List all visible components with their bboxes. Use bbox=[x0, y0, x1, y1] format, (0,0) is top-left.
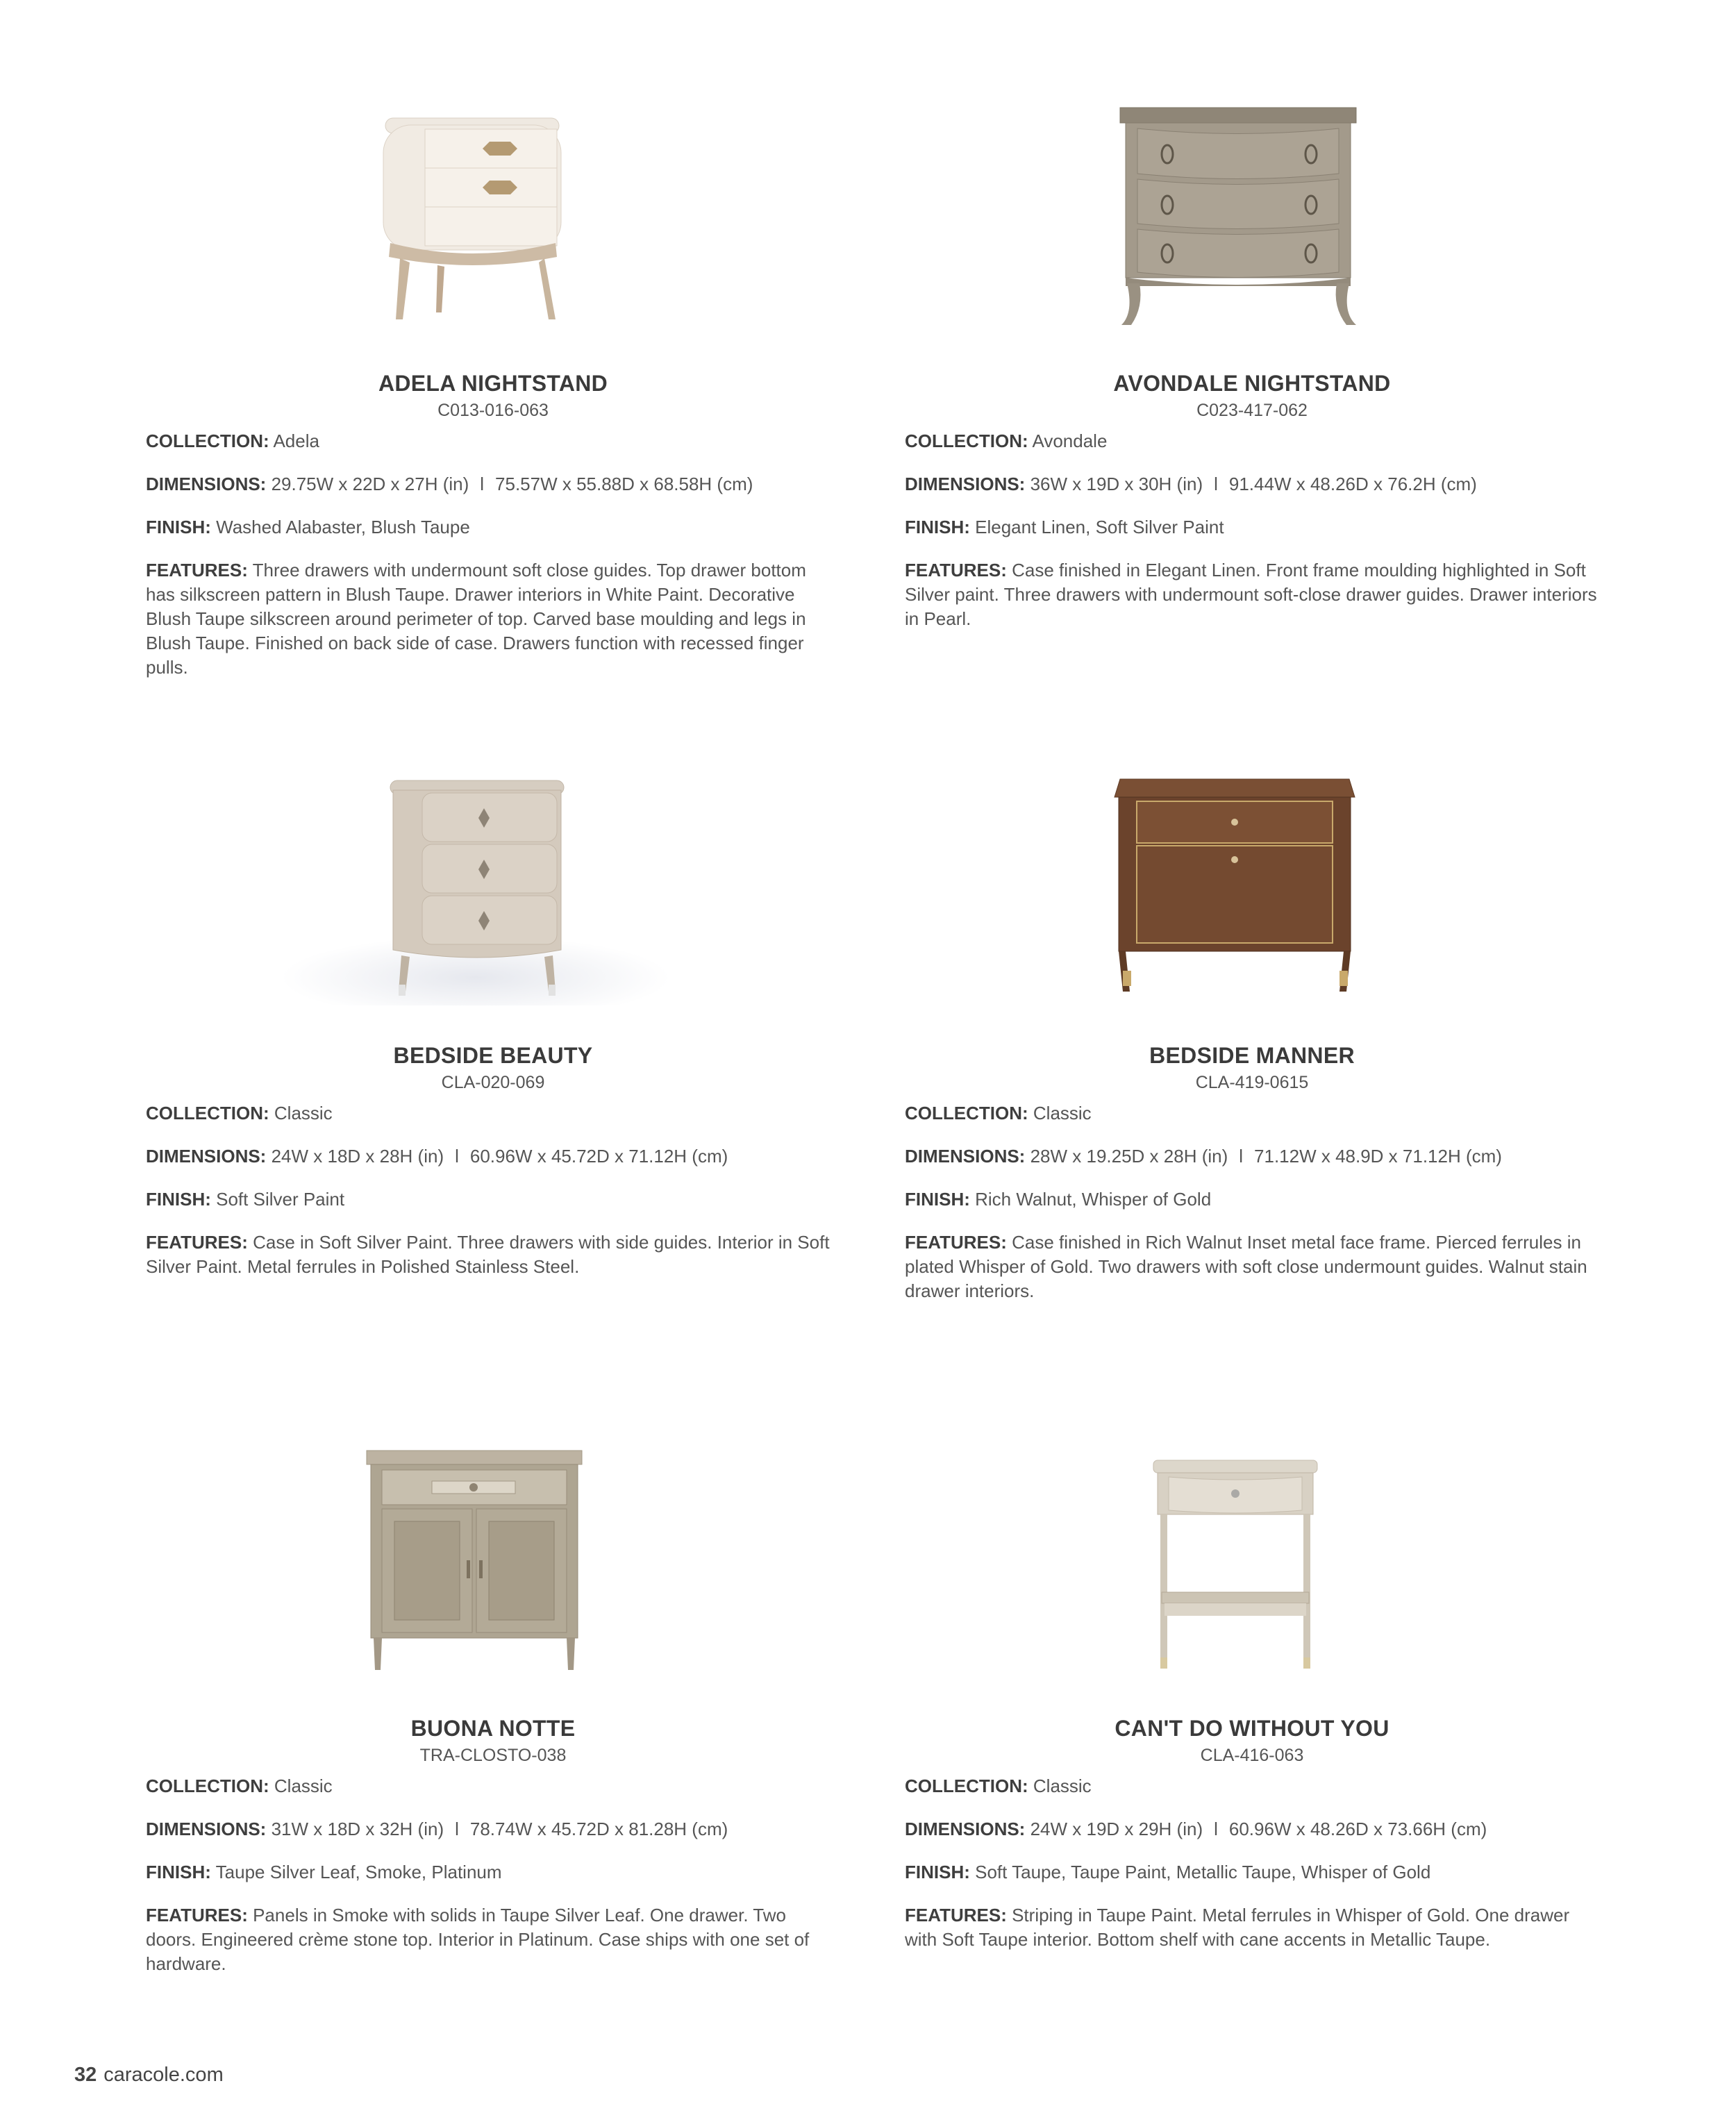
dimensions-label: DIMENSIONS: bbox=[905, 1146, 1026, 1167]
collection-label: COLLECTION: bbox=[905, 1103, 1028, 1123]
dimensions-separator: l bbox=[1214, 1819, 1218, 1839]
features-value: Three drawers with undermount soft close guides. Top drawer bottom has silkscreen pattern in Blush Taupe. Drawer interiors in White Paint. Decorative Blush Taupe silkscreen around perimeter of top. Carved base moulding and legs in Blush Taupe. Finished on back side of case. Drawers function with recessed finger pulls. bbox=[146, 560, 806, 678]
collection-label: COLLECTION: bbox=[146, 1103, 269, 1123]
finish-row bbox=[905, 1187, 1599, 1212]
dimensions-in: 24W x 19D x 29H (in) bbox=[1030, 1819, 1203, 1839]
product-photo bbox=[905, 104, 1599, 333]
bedside-beauty-illustration bbox=[146, 776, 840, 1005]
collection-value: Adela bbox=[273, 431, 319, 451]
collection-label: COLLECTION: bbox=[146, 1776, 269, 1796]
features-value: Panels in Smoke with solids in Taupe Silver Leaf. One drawer. Two doors. Engineered crème stone top. Interior in Platinum. Case ships with one set of hardware. bbox=[146, 1905, 810, 1974]
features-row bbox=[905, 1230, 1599, 1303]
features-row bbox=[146, 1230, 840, 1279]
dimensions-in: 24W x 18D x 28H (in) bbox=[271, 1146, 444, 1167]
features-label: FEATURES: bbox=[146, 1905, 248, 1925]
features-value: Case finished in Rich Walnut Inset metal face frame. Pierced ferrules in plated Whisper of Gold. Two drawers with soft close undermount guides. Walnut stain drawer interiors. bbox=[905, 1232, 1587, 1301]
finish-value: Taupe Silver Leaf, Smoke, Platinum bbox=[215, 1862, 502, 1882]
collection-row bbox=[146, 429, 840, 453]
dimensions-cm: 75.57W x 55.88D x 68.58H (cm) bbox=[495, 474, 753, 494]
page-number: 32 bbox=[74, 2064, 97, 2086]
finish-value: Soft Silver Paint bbox=[216, 1189, 345, 1210]
collection-value: Classic bbox=[1033, 1776, 1092, 1796]
product-name: BEDSIDE MANNER bbox=[1149, 1043, 1355, 1068]
product-card bbox=[905, 104, 1599, 631]
features-value: Case finished in Elegant Linen. Front frame moulding highlighted in Soft Silver paint. Three drawers with undermount soft-close drawer guides. Drawer interiors in Pearl. bbox=[905, 560, 1597, 629]
collection-label: COLLECTION: bbox=[905, 1776, 1028, 1796]
finish-row bbox=[146, 1187, 840, 1212]
site-url: caracole.com bbox=[103, 2064, 224, 2086]
dimensions-label: DIMENSIONS: bbox=[146, 1146, 267, 1167]
dimensions-in: 28W x 19.25D x 28H (in) bbox=[1030, 1146, 1228, 1167]
product-name: ADELA NIGHTSTAND bbox=[378, 371, 608, 396]
finish-label: FINISH: bbox=[905, 1189, 970, 1210]
dimensions-label: DIMENSIONS: bbox=[905, 474, 1026, 494]
cant-do-without-you-illustration bbox=[905, 1449, 1599, 1678]
product-sku: CLA-416-063 bbox=[1200, 1746, 1304, 1765]
features-row bbox=[146, 1903, 840, 1976]
product-card bbox=[146, 104, 840, 680]
finish-row bbox=[146, 515, 840, 540]
product-sku: C023-417-062 bbox=[1196, 401, 1308, 420]
features-value: Case in Soft Silver Paint. Three drawers with side guides. Interior in Soft Silver Paint. Metal ferrules in Polished Stainless Steel. bbox=[146, 1232, 830, 1277]
dimensions-separator: l bbox=[455, 1819, 459, 1839]
product-sku: CLA-020-069 bbox=[441, 1073, 545, 1092]
dimensions-separator: l bbox=[1239, 1146, 1244, 1167]
collection-row bbox=[146, 1101, 840, 1126]
product-name: BEDSIDE BEAUTY bbox=[393, 1043, 593, 1068]
collection-row bbox=[905, 1774, 1599, 1798]
finish-value: Washed Alabaster, Blush Taupe bbox=[216, 517, 470, 537]
product-name: CAN'T DO WITHOUT YOU bbox=[1115, 1716, 1389, 1741]
features-label: FEATURES: bbox=[146, 560, 248, 580]
dimensions-cm: 60.96W x 48.26D x 73.66H (cm) bbox=[1228, 1819, 1487, 1839]
product-card bbox=[905, 776, 1599, 1303]
collection-row bbox=[905, 1101, 1599, 1126]
features-label: FEATURES: bbox=[905, 1232, 1007, 1253]
product-name: AVONDALE NIGHTSTAND bbox=[1113, 371, 1391, 396]
features-label: FEATURES: bbox=[146, 1232, 248, 1253]
finish-row bbox=[905, 515, 1599, 540]
features-row bbox=[905, 1903, 1599, 1952]
collection-value: Classic bbox=[274, 1776, 333, 1796]
buona-notte-illustration bbox=[146, 1449, 840, 1678]
collection-value: Classic bbox=[274, 1103, 333, 1123]
adela-nightstand-illustration bbox=[146, 104, 840, 333]
dimensions-row bbox=[146, 1817, 840, 1841]
features-label: FEATURES: bbox=[905, 560, 1007, 580]
dimensions-row bbox=[905, 1144, 1599, 1169]
features-value: Striping in Taupe Paint. Metal ferrules in Whisper of Gold. One drawer with Soft Taupe interior. Bottom shelf with cane accents in Metallic Taupe. bbox=[905, 1905, 1570, 1950]
collection-label: COLLECTION: bbox=[905, 431, 1028, 451]
bedside-manner-illustration bbox=[905, 776, 1599, 1005]
dimensions-cm: 78.74W x 45.72D x 81.28H (cm) bbox=[469, 1819, 728, 1839]
avondale-nightstand-illustration bbox=[905, 104, 1599, 333]
finish-label: FINISH: bbox=[146, 517, 211, 537]
dimensions-row bbox=[905, 472, 1599, 496]
product-sku: TRA-CLOSTO-038 bbox=[419, 1746, 567, 1765]
finish-label: FINISH: bbox=[146, 1189, 211, 1210]
finish-label: FINISH: bbox=[146, 1862, 211, 1882]
dimensions-in: 36W x 19D x 30H (in) bbox=[1030, 474, 1203, 494]
collection-row bbox=[905, 429, 1599, 453]
features-label: FEATURES: bbox=[905, 1905, 1007, 1925]
dimensions-row bbox=[146, 1144, 840, 1169]
features-row bbox=[905, 558, 1599, 631]
dimensions-in: 31W x 18D x 32H (in) bbox=[271, 1819, 444, 1839]
finish-value: Elegant Linen, Soft Silver Paint bbox=[975, 517, 1224, 537]
product-sku: CLA-419-0615 bbox=[1195, 1073, 1309, 1092]
dimensions-label: DIMENSIONS: bbox=[146, 1819, 267, 1839]
product-photo bbox=[146, 1449, 840, 1678]
product-photo bbox=[146, 776, 840, 1005]
dimensions-cm: 91.44W x 48.26D x 76.2H (cm) bbox=[1228, 474, 1477, 494]
collection-value: Avondale bbox=[1032, 431, 1108, 451]
dimensions-row bbox=[905, 1817, 1599, 1841]
dimensions-row bbox=[146, 472, 840, 496]
finish-row bbox=[905, 1860, 1599, 1885]
dimensions-separator: l bbox=[1214, 474, 1218, 494]
collection-value: Classic bbox=[1033, 1103, 1092, 1123]
product-photo bbox=[905, 1449, 1599, 1678]
dimensions-cm: 60.96W x 45.72D x 71.12H (cm) bbox=[469, 1146, 728, 1167]
dimensions-separator: l bbox=[480, 474, 485, 494]
finish-label: FINISH: bbox=[905, 517, 970, 537]
finish-row bbox=[146, 1860, 840, 1885]
finish-value: Soft Taupe, Taupe Paint, Metallic Taupe, Whisper of Gold bbox=[975, 1862, 1431, 1882]
dimensions-label: DIMENSIONS: bbox=[905, 1819, 1026, 1839]
product-card bbox=[146, 776, 840, 1279]
dimensions-label: DIMENSIONS: bbox=[146, 474, 267, 494]
product-card bbox=[146, 1449, 840, 1976]
page-footer bbox=[74, 2064, 224, 2087]
product-sku: C013-016-063 bbox=[437, 401, 549, 420]
dimensions-in: 29.75W x 22D x 27H (in) bbox=[271, 474, 469, 494]
dimensions-cm: 71.12W x 48.9D x 71.12H (cm) bbox=[1254, 1146, 1502, 1167]
finish-label: FINISH: bbox=[905, 1862, 970, 1882]
features-row bbox=[146, 558, 840, 680]
collection-label: COLLECTION: bbox=[146, 431, 269, 451]
product-name: BUONA NOTTE bbox=[410, 1716, 576, 1741]
product-photo bbox=[146, 104, 840, 333]
collection-row bbox=[146, 1774, 840, 1798]
product-card bbox=[905, 1449, 1599, 1952]
dimensions-separator: l bbox=[455, 1146, 459, 1167]
finish-value: Rich Walnut, Whisper of Gold bbox=[975, 1189, 1212, 1210]
product-photo bbox=[905, 776, 1599, 1005]
